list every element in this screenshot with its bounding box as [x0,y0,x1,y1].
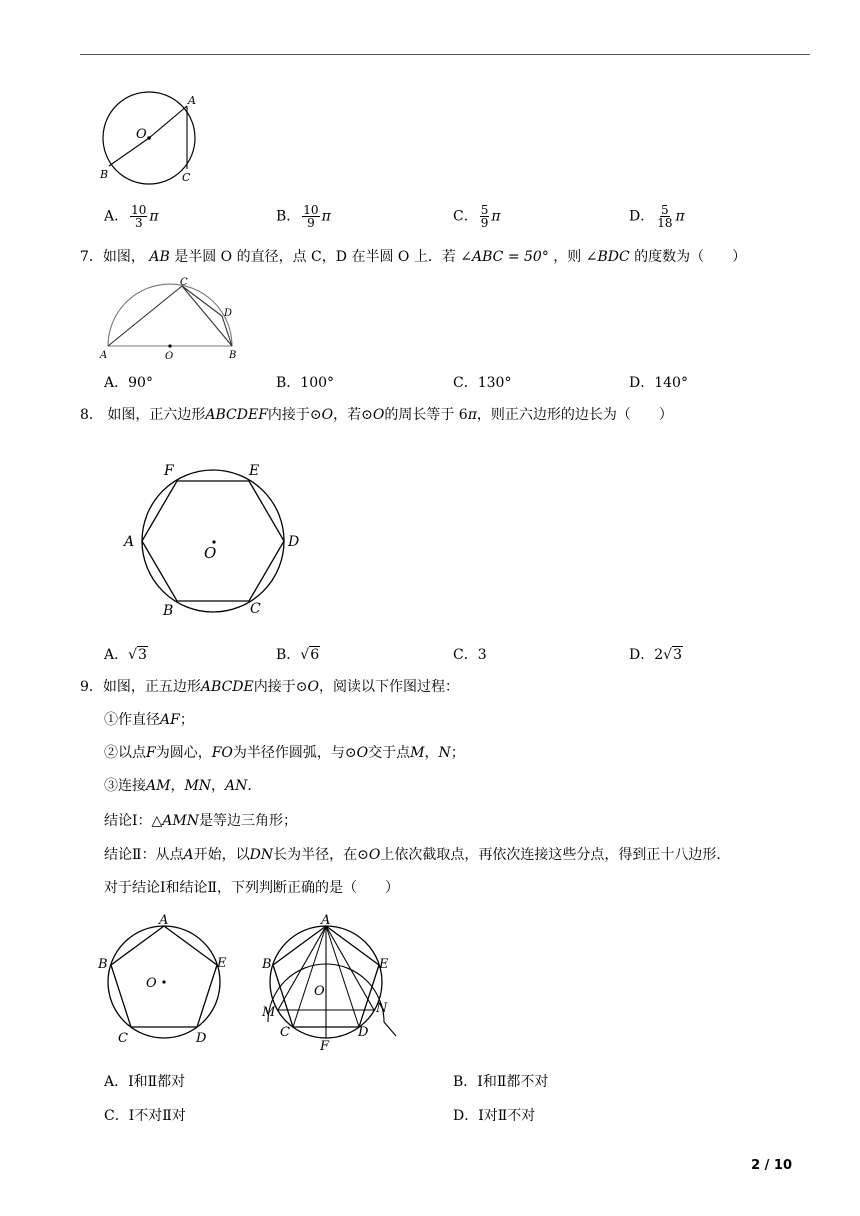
q8-option-a[interactable]: A．√3 [104,647,147,663]
q9-fig2-label-C: C [280,1025,290,1040]
q7-label-O: O [165,351,174,362]
q7-option-d[interactable]: D．140° [629,375,688,391]
q9-option-a[interactable]: A．Ⅰ和Ⅱ都对 [104,1074,186,1090]
page-number: 2 / 10 [751,1158,792,1173]
q8-stem: 8． 如图，正六边形ABCDEF内接于⊙O，若⊙O的周长等于 6π，则正六边形的边长为（ ） [80,407,673,423]
q7-option-c[interactable]: C．130° [453,375,512,391]
q7-stem: 7．如图， AB 是半圆 O 的直径，点 C，D 在半圆 O 上．若 ∠ABC = 50° ，则 ∠BDC 的度数为（ ） [80,249,747,265]
q6-option-c[interactable]: C． $\frac{5}{9}$ π [453,203,501,230]
q9-fig1-label-D: D [196,1031,207,1046]
q6-figure [96,86,206,186]
q7-figure [98,276,248,362]
q7-label-A: A [100,350,108,361]
q9-fig1-label-E: E [217,956,227,971]
header-rule [80,54,810,55]
q9-conclusion-2: 结论Ⅱ：从点A开始，以DN长为半径，在⊙O上依次截取点，再依次连接这些分点，得到正十八边形． [104,847,731,863]
q9-conclusion-1: 结论Ⅰ：△AMN是等边三角形； [104,813,297,829]
q9-option-d[interactable]: D．Ⅰ对Ⅱ不对 [453,1108,536,1124]
q7-label-D: D [224,308,233,319]
q9-question: 对于结论Ⅰ和结论Ⅱ，下列判断正确的是（ ） [104,880,400,896]
q6-label-C: C [182,171,191,184]
q9-step-1: ①作直径AF； [104,712,194,728]
q9-step-2: ②以点F为圆心，FO为半径作圆弧，与⊙O交于点M，N； [104,745,465,761]
q8-option-c[interactable]: C．3 [453,647,487,663]
q9-fig2-label-A: A [321,913,331,928]
q8-label-O: O [204,544,217,562]
q8-label-A: A [124,534,135,550]
q7-option-a[interactable]: A．90° [104,375,153,391]
q9-fig2-label-D: D [358,1025,369,1040]
q9-fig1-label-A: A [159,913,169,928]
q6-option-a[interactable]: A． $\frac{10}{3}$ π [104,203,159,230]
q9-figure-1 [96,910,236,1046]
q9-option-c[interactable]: C．Ⅰ不对Ⅱ对 [104,1108,186,1124]
q9-fig2-label-M: M [262,1005,276,1020]
q8-label-E: E [249,463,260,479]
q8-label-F: F [164,463,174,479]
q9-fig2-label-B: B [262,957,272,972]
q9-fig1-label-O: O [146,976,157,991]
q6-option-d[interactable]: D． $\frac{5}{18}$ π [629,203,685,230]
q8-figure [118,458,308,620]
q7-option-b[interactable]: B．100° [276,375,335,391]
q9-fig2-label-F: F [320,1039,330,1052]
q9-fig2-label-N: N [376,1001,388,1016]
q7-label-B: B [229,350,237,361]
q9-stem: 9．如图，正五边形ABCDE内接于⊙O，阅读以下作图过程： [80,679,459,695]
q8-label-C: C [250,601,261,617]
q6-label-A: A [188,94,196,107]
q9-figure-2 [258,910,408,1052]
q7-label-C: C [180,277,188,288]
q8-label-B: B [163,603,174,619]
q6-label-B: B [100,168,109,181]
q6-label-O: O [136,127,147,142]
q8-option-b[interactable]: B．√6 [276,647,320,663]
q9-step-3: ③连接AM，MN，AN． [104,778,262,794]
q6-option-b[interactable]: B． $\frac{10}{9}$ π [276,203,331,230]
q9-fig2-label-O: O [314,984,325,999]
q8-option-d[interactable]: D．2√3 [629,647,682,663]
q8-label-D: D [288,534,300,550]
q9-fig2-label-E: E [379,957,389,972]
q9-option-b[interactable]: B．Ⅰ和Ⅱ都不对 [453,1074,549,1090]
q9-fig1-label-C: C [118,1031,128,1046]
q9-fig1-label-B: B [98,957,108,972]
